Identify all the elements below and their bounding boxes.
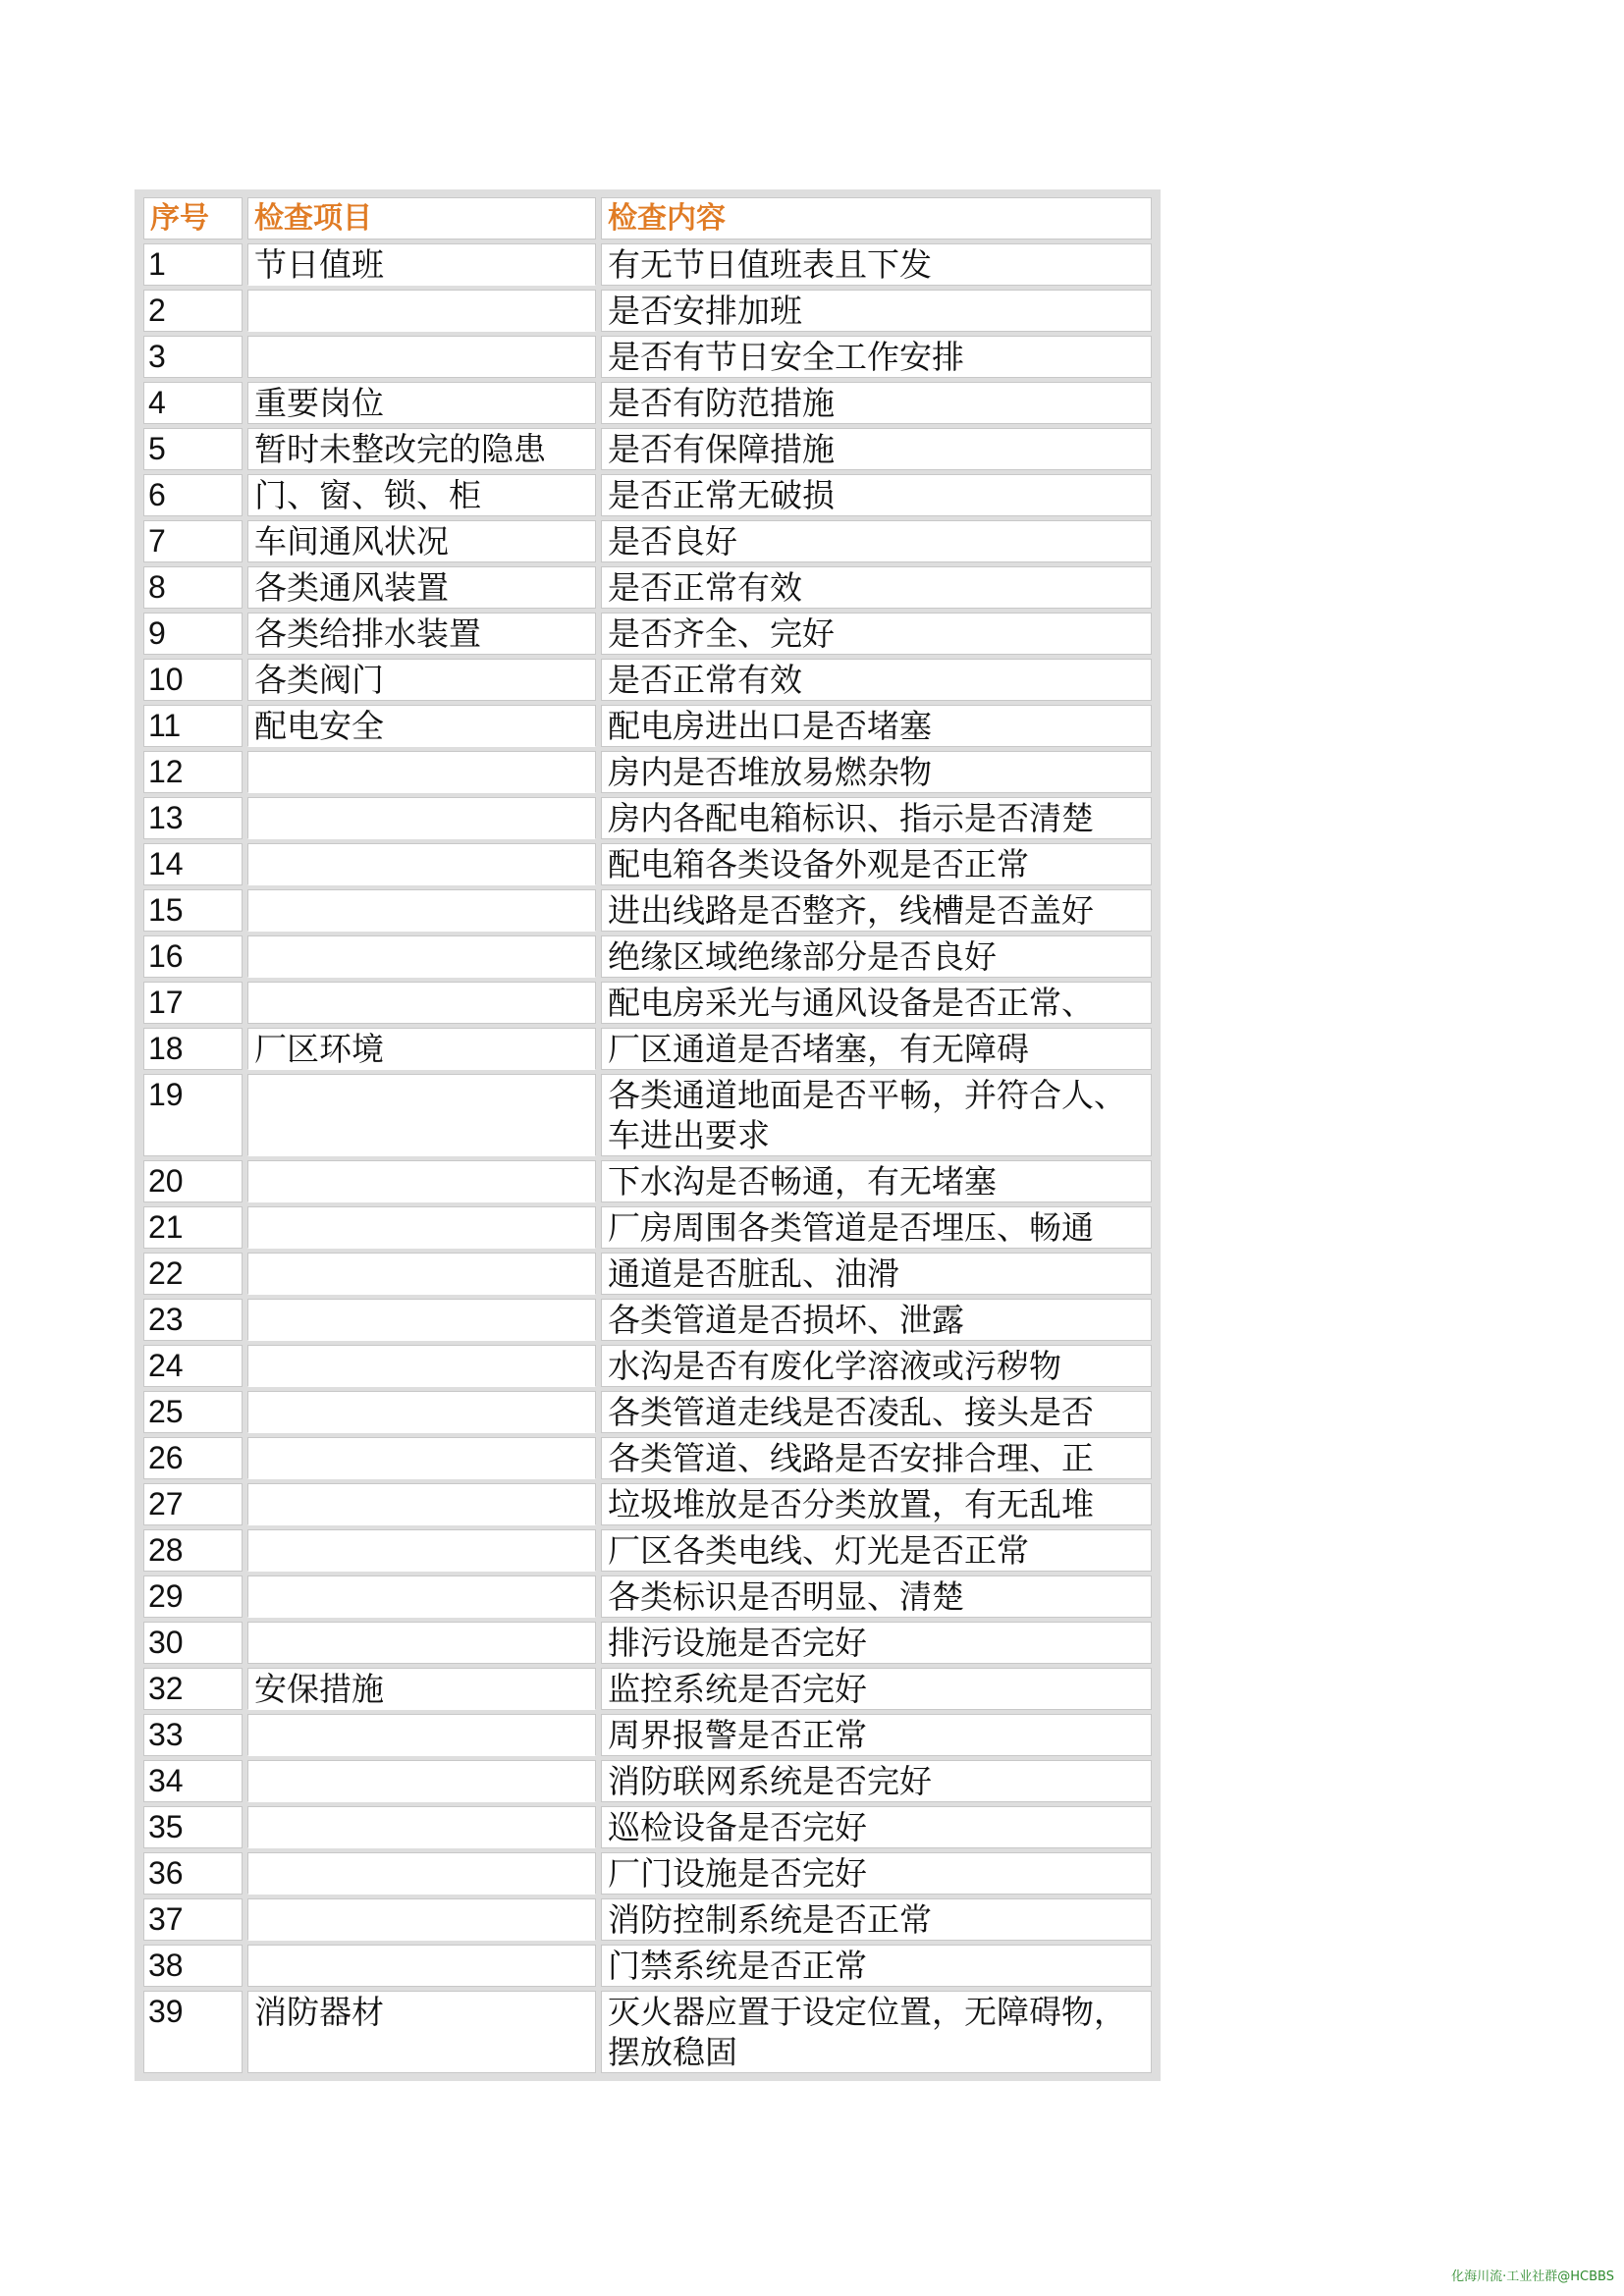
row-item — [247, 1299, 596, 1341]
row-content: 是否有保障措施 — [601, 428, 1152, 470]
table-row — [143, 751, 1152, 793]
table-row — [143, 1028, 1152, 1070]
row-item — [247, 1806, 596, 1848]
row-number: 17 — [143, 982, 243, 1024]
row-number: 5 — [143, 428, 243, 470]
table-row — [143, 705, 1152, 747]
row-item: 消防器材 — [247, 1991, 596, 2073]
row-content: 是否安排加班 — [601, 290, 1152, 332]
row-number: 22 — [143, 1253, 243, 1295]
row-item — [247, 1345, 596, 1387]
row-content: 垃圾堆放是否分类放置，有无乱堆 — [601, 1483, 1152, 1525]
table-row — [143, 1575, 1152, 1618]
row-number: 19 — [143, 1074, 243, 1156]
watermark-text: 化海川流·工业社群@HCBBS — [1451, 2269, 1614, 2284]
table-row — [143, 1206, 1152, 1249]
row-number: 25 — [143, 1391, 243, 1433]
row-content: 是否正常无破损 — [601, 474, 1152, 516]
row-item: 车间通风状况 — [247, 520, 596, 562]
row-number: 1 — [143, 243, 243, 286]
row-content: 各类通道地面是否平畅，并符合人、车进出要求 — [601, 1074, 1152, 1156]
row-content: 各类标识是否明显、清楚 — [601, 1575, 1152, 1618]
row-content: 房内各配电箱标识、指示是否清楚 — [601, 797, 1152, 839]
row-item — [247, 1160, 596, 1202]
row-item — [247, 1483, 596, 1525]
row-content: 房内是否堆放易燃杂物 — [601, 751, 1152, 793]
table-row — [143, 290, 1152, 332]
row-number: 38 — [143, 1945, 243, 1987]
row-number: 7 — [143, 520, 243, 562]
row-content: 是否良好 — [601, 520, 1152, 562]
table-row — [143, 1945, 1152, 1987]
row-content: 是否齐全、完好 — [601, 613, 1152, 655]
table-row — [143, 659, 1152, 701]
row-content: 配电房采光与通风设备是否正常、 — [601, 982, 1152, 1024]
row-number: 10 — [143, 659, 243, 701]
row-content: 通道是否脏乱、油滑 — [601, 1253, 1152, 1295]
row-item: 暂时未整改完的隐患 — [247, 428, 596, 470]
table-row — [143, 1529, 1152, 1572]
row-item: 门、窗、锁、柜 — [247, 474, 596, 516]
table-row — [143, 982, 1152, 1024]
row-number: 16 — [143, 935, 243, 978]
row-number: 37 — [143, 1898, 243, 1941]
table-row — [143, 1391, 1152, 1433]
row-item — [247, 1760, 596, 1802]
row-number: 34 — [143, 1760, 243, 1802]
row-item — [247, 1437, 596, 1479]
row-item — [247, 1622, 596, 1664]
table-row — [143, 1714, 1152, 1756]
table-row — [143, 1760, 1152, 1802]
row-item: 安保措施 — [247, 1668, 596, 1710]
row-number: 15 — [143, 889, 243, 932]
row-content: 厂区各类电线、灯光是否正常 — [601, 1529, 1152, 1572]
row-item — [247, 1945, 596, 1987]
table-row — [143, 1299, 1152, 1341]
table-row — [143, 1253, 1152, 1295]
row-item — [247, 889, 596, 932]
row-number: 39 — [143, 1991, 243, 2073]
row-content: 水沟是否有废化学溶液或污秽物 — [601, 1345, 1152, 1387]
table-row — [143, 1622, 1152, 1664]
table-row — [143, 474, 1152, 516]
row-number: 11 — [143, 705, 243, 747]
row-number: 23 — [143, 1299, 243, 1341]
header-no: 序号 — [143, 197, 243, 240]
table-row — [143, 843, 1152, 885]
table-row — [143, 1074, 1152, 1156]
table-row — [143, 243, 1152, 286]
row-item — [247, 797, 596, 839]
table-row — [143, 1991, 1152, 2073]
row-item — [247, 1852, 596, 1895]
row-item: 各类阀门 — [247, 659, 596, 701]
row-item: 各类给排水装置 — [247, 613, 596, 655]
row-number: 27 — [143, 1483, 243, 1525]
row-number: 20 — [143, 1160, 243, 1202]
row-item — [247, 1898, 596, 1941]
table-row — [143, 428, 1152, 470]
row-number: 4 — [143, 382, 243, 424]
row-number: 9 — [143, 613, 243, 655]
row-item — [247, 1529, 596, 1572]
header-content: 检查内容 — [601, 197, 1152, 240]
row-number: 35 — [143, 1806, 243, 1848]
row-content: 是否有节日安全工作安排 — [601, 336, 1152, 378]
row-item: 重要岗位 — [247, 382, 596, 424]
table-row — [143, 1160, 1152, 1202]
row-content: 绝缘区域绝缘部分是否良好 — [601, 935, 1152, 978]
row-content: 厂区通道是否堵塞，有无障碍 — [601, 1028, 1152, 1070]
row-number: 33 — [143, 1714, 243, 1756]
table-row — [143, 336, 1152, 378]
header-item: 检查项目 — [247, 197, 596, 240]
row-number: 28 — [143, 1529, 243, 1572]
row-content: 各类管道是否损坏、泄露 — [601, 1299, 1152, 1341]
row-item — [247, 1575, 596, 1618]
row-item — [247, 290, 596, 332]
table-row — [143, 613, 1152, 655]
row-content: 消防联网系统是否完好 — [601, 1760, 1152, 1802]
table-row — [143, 935, 1152, 978]
row-content: 是否正常有效 — [601, 566, 1152, 609]
row-number: 18 — [143, 1028, 243, 1070]
row-content: 配电箱各类设备外观是否正常 — [601, 843, 1152, 885]
row-item: 各类通风装置 — [247, 566, 596, 609]
row-item — [247, 751, 596, 793]
row-content: 厂门设施是否完好 — [601, 1852, 1152, 1895]
row-item: 配电安全 — [247, 705, 596, 747]
row-number: 2 — [143, 290, 243, 332]
table-row — [143, 1437, 1152, 1479]
row-number: 3 — [143, 336, 243, 378]
row-number: 32 — [143, 1668, 243, 1710]
table-row — [143, 1898, 1152, 1941]
table-header-row — [143, 197, 1152, 240]
row-number: 26 — [143, 1437, 243, 1479]
table-row — [143, 1668, 1152, 1710]
row-number: 30 — [143, 1622, 243, 1664]
table-row — [143, 382, 1152, 424]
row-content: 下水沟是否畅通，有无堵塞 — [601, 1160, 1152, 1202]
row-content: 是否正常有效 — [601, 659, 1152, 701]
row-content: 厂房周围各类管道是否埋压、畅通 — [601, 1206, 1152, 1249]
table-row — [143, 1483, 1152, 1525]
row-item: 节日值班 — [247, 243, 596, 286]
row-content: 各类管道、线路是否安排合理、正 — [601, 1437, 1152, 1479]
row-number: 13 — [143, 797, 243, 839]
row-number: 6 — [143, 474, 243, 516]
row-item — [247, 1253, 596, 1295]
row-number: 8 — [143, 566, 243, 609]
row-content: 有无节日值班表且下发 — [601, 243, 1152, 286]
table-row — [143, 520, 1152, 562]
row-item — [247, 1391, 596, 1433]
row-item — [247, 843, 596, 885]
table-row — [143, 889, 1152, 932]
inspection-table — [138, 193, 1157, 2077]
row-item — [247, 1714, 596, 1756]
row-item — [247, 935, 596, 978]
row-content: 配电房进出口是否堵塞 — [601, 705, 1152, 747]
row-content: 监控系统是否完好 — [601, 1668, 1152, 1710]
table-row — [143, 1345, 1152, 1387]
row-number: 12 — [143, 751, 243, 793]
row-number: 24 — [143, 1345, 243, 1387]
row-item — [247, 982, 596, 1024]
table-row — [143, 566, 1152, 609]
row-number: 29 — [143, 1575, 243, 1618]
table-row — [143, 1806, 1152, 1848]
row-content: 进出线路是否整齐，线槽是否盖好 — [601, 889, 1152, 932]
row-content: 灭火器应置于设定位置，无障碍物，摆放稳固 — [601, 1991, 1152, 2073]
row-number: 36 — [143, 1852, 243, 1895]
table-body — [143, 243, 1152, 2073]
row-number: 14 — [143, 843, 243, 885]
row-content: 消防控制系统是否正常 — [601, 1898, 1152, 1941]
row-content: 排污设施是否完好 — [601, 1622, 1152, 1664]
row-content: 是否有防范措施 — [601, 382, 1152, 424]
row-content: 周界报警是否正常 — [601, 1714, 1152, 1756]
row-content: 巡检设备是否完好 — [601, 1806, 1152, 1848]
row-item: 厂区环境 — [247, 1028, 596, 1070]
row-content: 各类管道走线是否凌乱、接头是否 — [601, 1391, 1152, 1433]
table-row — [143, 1852, 1152, 1895]
table-row — [143, 797, 1152, 839]
row-item — [247, 1074, 596, 1156]
row-content: 门禁系统是否正常 — [601, 1945, 1152, 1987]
row-item — [247, 336, 596, 378]
row-item — [247, 1206, 596, 1249]
inspection-table-container — [135, 189, 1161, 2081]
row-number: 21 — [143, 1206, 243, 1249]
